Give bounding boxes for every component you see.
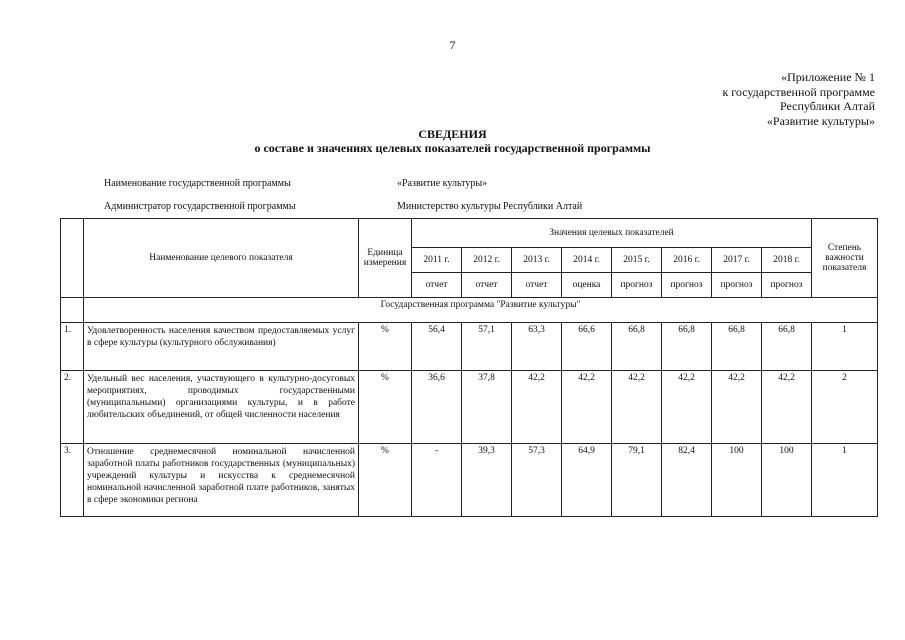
indicator-value: 57,3 bbox=[512, 444, 562, 517]
table-row bbox=[61, 323, 878, 371]
indicator-value: 66,8 bbox=[712, 323, 762, 371]
header-status: прогноз bbox=[662, 273, 712, 298]
indicator-value: 100 bbox=[762, 444, 812, 517]
header-status: оценка bbox=[562, 273, 612, 298]
header-status: прогноз bbox=[712, 273, 762, 298]
indicator-value: - bbox=[412, 444, 462, 517]
header-status: отчет bbox=[512, 273, 562, 298]
header-status: отчет bbox=[462, 273, 512, 298]
indicator-importance: 1 bbox=[812, 444, 878, 517]
program-admin-label: Администратор государственной программы bbox=[104, 201, 296, 212]
section-title: Государственная программа "Развитие культуры" bbox=[84, 298, 878, 323]
appendix-line-4: «Развитие культуры» bbox=[766, 113, 875, 128]
indicator-value: 63,3 bbox=[512, 323, 562, 371]
indicator-unit: % bbox=[359, 444, 412, 517]
header-year: 2015 г. bbox=[612, 248, 662, 273]
indicator-value: 66,8 bbox=[612, 323, 662, 371]
indicator-name: Удельный вес населения, участвующего в культурно-досуговых мероприятиях, проводимых государственными (муниципальными) организациями культуры, и в работе любительских объединений, от общей численности населения bbox=[84, 371, 359, 444]
header-year: 2012 г. bbox=[462, 248, 512, 273]
indicator-value: 42,2 bbox=[662, 371, 712, 444]
header-status: прогноз bbox=[612, 273, 662, 298]
header-num-cell bbox=[61, 219, 84, 298]
indicator-value: 64,9 bbox=[562, 444, 612, 517]
indicator-value: 42,2 bbox=[512, 371, 562, 444]
header-importance: Степень важности показателя bbox=[812, 219, 878, 298]
indicator-unit: % bbox=[359, 323, 412, 371]
header-status: отчет bbox=[412, 273, 462, 298]
header-year: 2013 г. bbox=[512, 248, 562, 273]
row-num: 2. bbox=[61, 371, 84, 444]
indicator-value: 82,4 bbox=[662, 444, 712, 517]
indicator-name: Отношение среднемесячной номинальной начисленной заработной платы работников государственных (муниципальных) учреждений культуры и искусства к среднемесячной номинальной начисленной заработной плате работников, занятых в сфере экономики региона bbox=[84, 444, 359, 517]
section-row bbox=[61, 298, 878, 323]
title-main: СВЕДЕНИЯ bbox=[418, 127, 487, 141]
indicator-value: 66,6 bbox=[562, 323, 612, 371]
indicator-value: 36,6 bbox=[412, 371, 462, 444]
indicator-importance: 2 bbox=[812, 371, 878, 444]
indicator-unit: % bbox=[359, 371, 412, 444]
title-sub: о составе и значениях целевых показателей государственной программы bbox=[254, 141, 651, 155]
indicators-table bbox=[60, 218, 878, 517]
appendix-line-3: Республики Алтай bbox=[780, 99, 875, 113]
appendix-line-1: «Приложение № 1 bbox=[781, 70, 875, 84]
document-title bbox=[0, 127, 905, 155]
header-year: 2014 г. bbox=[562, 248, 612, 273]
row-num: 1. bbox=[61, 323, 84, 371]
indicator-value: 42,2 bbox=[562, 371, 612, 444]
indicator-value: 56,4 bbox=[412, 323, 462, 371]
page-number: 7 bbox=[449, 38, 456, 52]
indicator-value: 37,8 bbox=[462, 371, 512, 444]
table-row bbox=[61, 371, 878, 444]
appendix-note bbox=[722, 70, 875, 128]
indicator-value: 66,8 bbox=[662, 323, 712, 371]
header-year: 2016 г. bbox=[662, 248, 712, 273]
indicator-value: 100 bbox=[712, 444, 762, 517]
program-name-label: Наименование государственной программы bbox=[104, 178, 291, 189]
indicator-importance: 1 bbox=[812, 323, 878, 371]
header-year: 2011 г. bbox=[412, 248, 462, 273]
section-num-cell bbox=[61, 298, 84, 323]
program-admin-value: Министерство культуры Республики Алтай bbox=[397, 201, 583, 212]
header-status: прогноз bbox=[762, 273, 812, 298]
header-year: 2017 г. bbox=[712, 248, 762, 273]
table-row bbox=[61, 444, 878, 517]
program-name-value: «Развитие культуры» bbox=[397, 178, 488, 189]
row-num: 3. bbox=[61, 444, 84, 517]
header-name: Наименование целевого показателя bbox=[84, 219, 359, 298]
indicator-value: 42,2 bbox=[712, 371, 762, 444]
indicator-value: 42,2 bbox=[612, 371, 662, 444]
header-values-group: Значения целевых показателей bbox=[412, 219, 812, 248]
appendix-line-2: к государственной программе bbox=[722, 84, 875, 99]
header-unit: Единица измерения bbox=[359, 219, 412, 298]
indicator-value: 39,3 bbox=[462, 444, 512, 517]
indicator-value: 42,2 bbox=[762, 371, 812, 444]
indicator-value: 79,1 bbox=[612, 444, 662, 517]
indicator-value: 57,1 bbox=[462, 323, 512, 371]
indicator-name: Удовлетворенность населения качеством предоставляемых услуг в сфере культуры (культурного обслуживания) bbox=[84, 323, 359, 371]
header-year: 2018 г. bbox=[762, 248, 812, 273]
indicator-value: 66,8 bbox=[762, 323, 812, 371]
